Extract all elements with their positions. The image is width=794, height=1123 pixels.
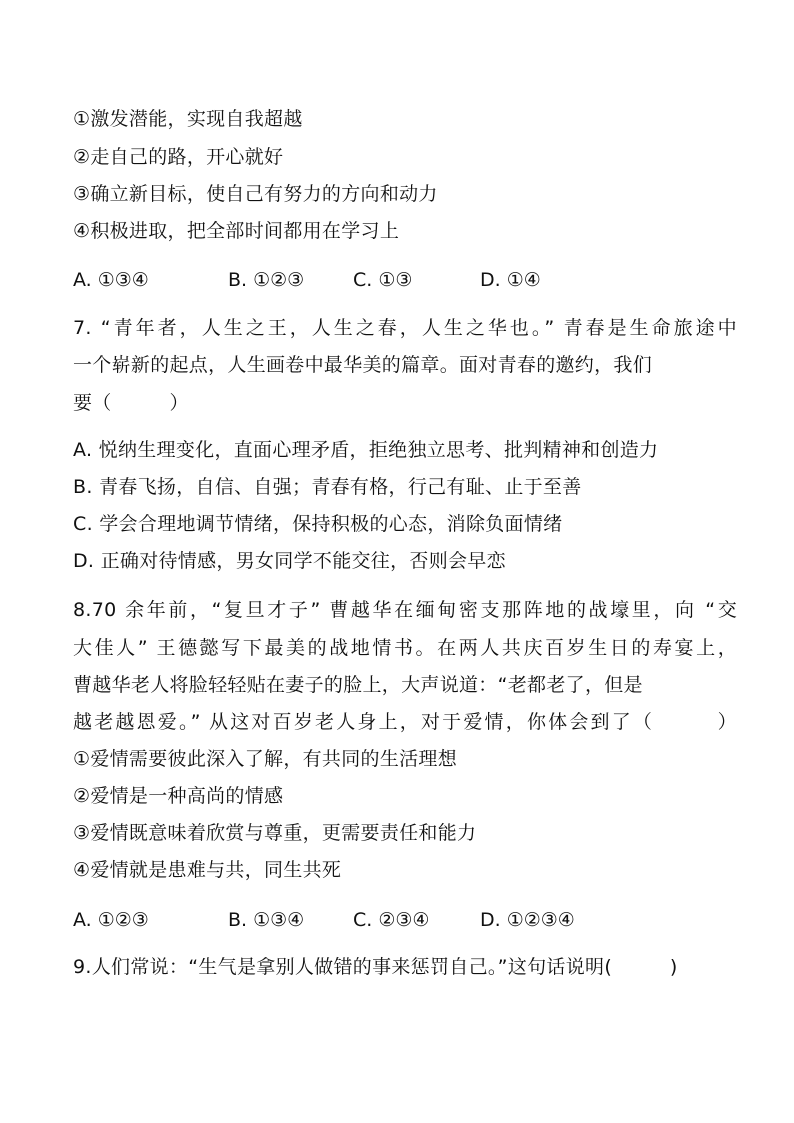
q8-stem-line-4: 越老越恩爱。” 从这对百岁老人身上，对于爱情，你体会到了（ ） xyxy=(73,711,737,733)
q6-statement-3: ③确立新目标，使自己有努力的方向和动力 xyxy=(73,183,438,205)
q6-option-d: D. ①④ xyxy=(480,269,541,291)
q6-statement-1: ①激发潜能，实现自我超越 xyxy=(73,108,303,130)
q6-statement-4: ④积极进取，把全部时间都用在学习上 xyxy=(73,220,400,242)
q8-option-b: B. ①③④ xyxy=(228,909,305,931)
q7-option-a: A. 悦纳生理变化，直面心理矛盾，拒绝独立思考、批判精神和创造力 xyxy=(73,439,659,461)
q7-option-c: C. 学会合理地调节情绪，保持积极的心态，消除负面情绪 xyxy=(73,513,563,535)
q8-option-a: A. ①②③ xyxy=(73,909,149,931)
q7-option-d: D. 正确对待情感，男女同学不能交往，否则会早恋 xyxy=(73,550,506,572)
q8-stem-line-1: 8.70 余年前，“复旦才子” 曹越华在缅甸密支那阵地的战壕里，向 “交 xyxy=(73,599,737,621)
q6-option-a: A. ①③④ xyxy=(73,269,149,291)
q8-option-c: C. ②③④ xyxy=(353,909,430,931)
q6-option-b: B. ①②③ xyxy=(228,269,305,291)
q8-statement-2: ②爱情是一种高尚的情感 xyxy=(73,785,284,807)
q8-stem-line-2: 大佳人” 王德懿写下最美的战地情书。在两人共庆百岁生日的寿宴上， xyxy=(73,637,737,659)
q7-stem-line-1: 7. “青年者，人生之王，人生之春，人生之华也。” 青春是生命旅途中 xyxy=(73,317,737,339)
q7-stem-line-3: 要（ ） xyxy=(73,392,189,414)
q8-statement-1: ①爱情需要彼此深入了解，有共同的生活理想 xyxy=(73,748,458,770)
q8-statement-3: ③爱情既意味着欣赏与尊重，更需要责任和能力 xyxy=(73,822,477,844)
q9-stem: 9.人们常说：“生气是拿别人做错的事来惩罚自己。”这句话说明( ) xyxy=(73,956,678,978)
q6-statement-2: ②走自己的路，开心就好 xyxy=(73,146,284,168)
q8-stem-line-3: 曹越华老人将脸轻轻贴在妻子的脸上，大声说道：“老都老了，但是 xyxy=(73,674,643,696)
q8-option-d: D. ①②③④ xyxy=(480,909,575,931)
q6-option-c: C. ①③ xyxy=(353,269,413,291)
q7-option-b: B. 青春飞扬，自信、自强；青春有格，行己有耻、止于至善 xyxy=(73,476,582,498)
q8-statement-4: ④爱情就是患难与共，同生共死 xyxy=(73,859,342,881)
q7-stem-line-2: 一个崭新的起点，人生画卷中最华美的篇章。面对青春的邀约，我们 xyxy=(73,354,653,376)
